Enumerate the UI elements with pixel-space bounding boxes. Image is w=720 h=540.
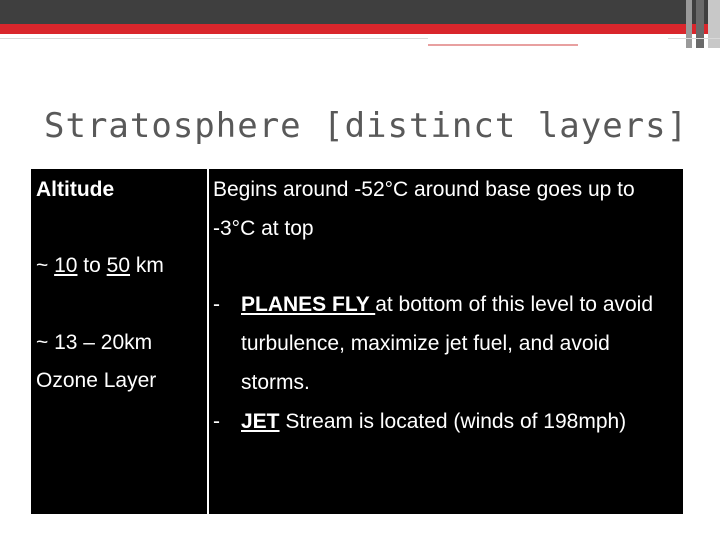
bullet-text: at bottom of this level to avoid turbulence, maximize jet fuel, and avoid storms. <box>241 293 654 394</box>
bullet-emphasis: JET <box>241 409 280 433</box>
corner-stripe <box>686 0 692 48</box>
altitude-label: Altitude <box>36 178 115 201</box>
bullet-dash: - <box>213 409 220 433</box>
bullet-dash: - <box>213 293 220 316</box>
header-accent-line <box>428 38 668 41</box>
range-suffix: km <box>130 254 164 277</box>
temperature-description: Begins around -52°C around base goes up to -3°C at top <box>213 178 635 240</box>
facts-list <box>213 286 679 441</box>
range-middle: to <box>77 254 107 277</box>
header-dark-bar <box>0 0 720 24</box>
slide-title: Stratosphere [distinct layers] <box>44 106 689 146</box>
list-item <box>213 286 679 403</box>
bullet-emphasis: PLANES FLY <box>241 293 376 316</box>
list-item <box>213 403 679 442</box>
range-from: 10 <box>54 254 78 277</box>
range-to: 50 <box>106 254 131 277</box>
header-red-bar <box>0 24 720 34</box>
corner-stripe <box>696 0 704 48</box>
range-prefix: ~ <box>36 254 55 277</box>
header-accent-line <box>428 44 578 46</box>
bullet-text: Stream is located (winds of 198mph) <box>279 409 627 433</box>
content-table <box>31 169 683 514</box>
column-divider <box>207 169 209 514</box>
altitude-range <box>36 247 164 286</box>
ozone-layer-label: Ozone Layer <box>36 369 157 392</box>
corner-stripe <box>708 0 720 48</box>
ozone-altitude-range: ~ 13 – 20km <box>36 331 153 354</box>
